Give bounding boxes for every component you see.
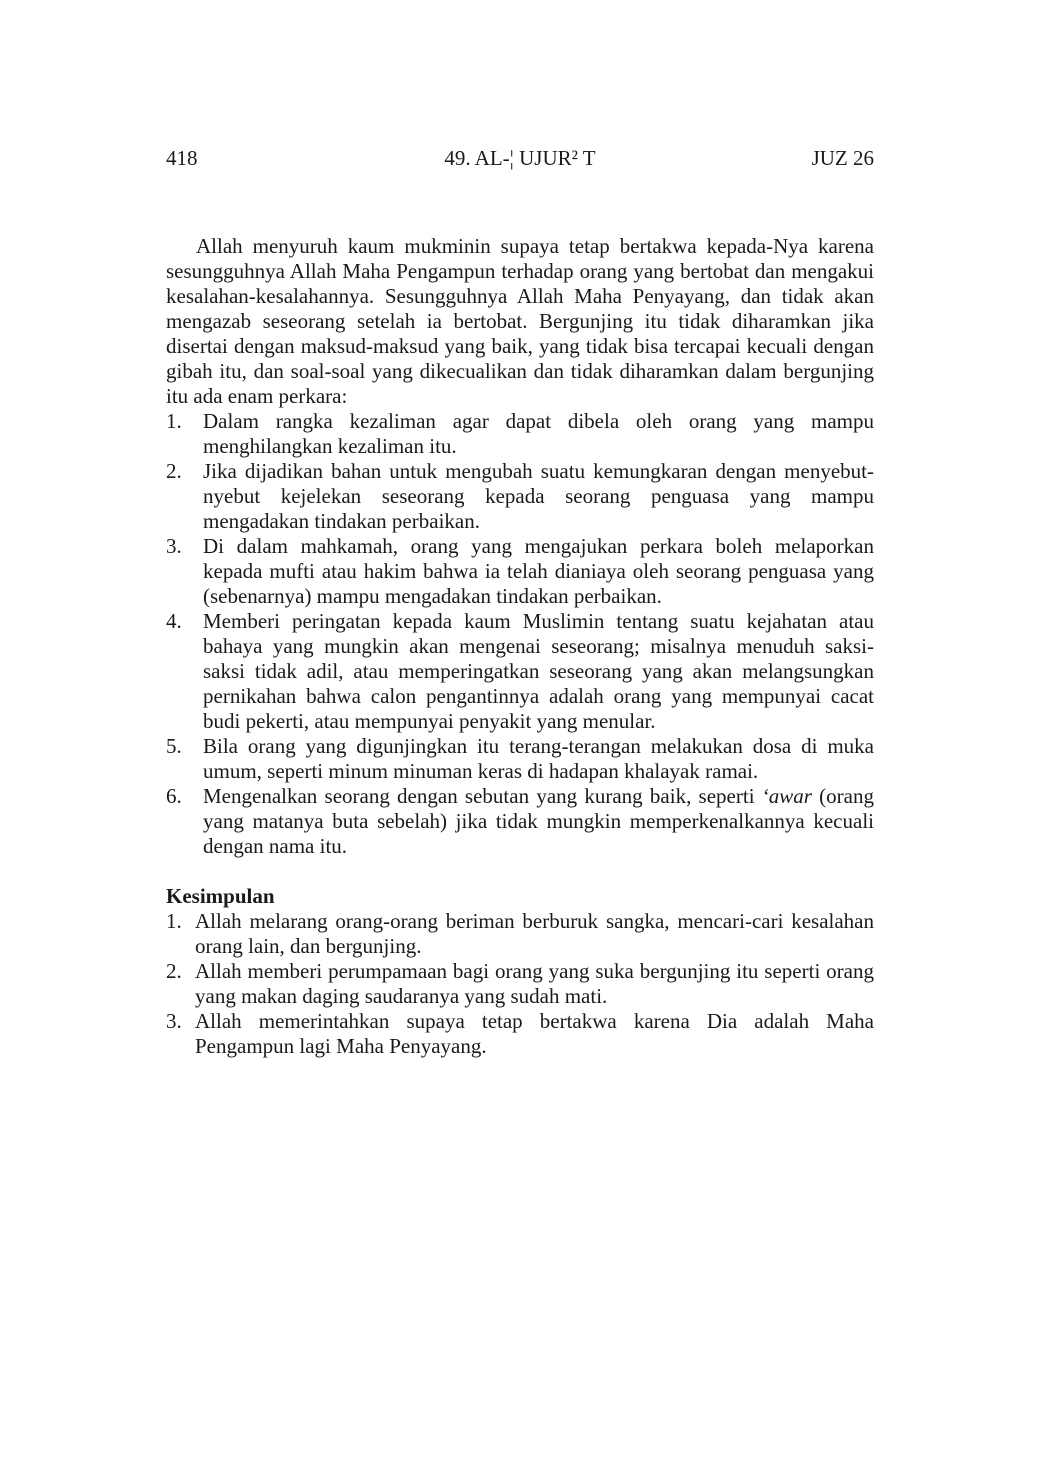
list-item — [166, 609, 874, 734]
item-number: 4. — [166, 609, 182, 633]
list-item — [166, 534, 874, 609]
page-header — [166, 146, 874, 176]
list-item — [166, 409, 874, 459]
item-text: Jika dijadikan bahan untuk mengubah suatu kemungkaran dengan menyebut-nyebut kejelekan seseorang kepada seorang penguasa yang mampu mengadakan tindakan perbaikan. — [203, 459, 874, 533]
item-text-before: Mengenalkan seorang dengan sebutan yang kurang baik, seperti — [203, 784, 762, 808]
item-text: Allah melarang orang-orang beriman berburuk sangka, mencari-cari kesalahan orang lain, dan bergunjing. — [195, 909, 874, 958]
item-number: 2. — [166, 959, 182, 983]
summary-heading: Kesimpulan — [166, 884, 275, 908]
list-item — [166, 459, 874, 534]
item-text: Dalam rangka kezaliman agar dapat dibela oleh orang yang mampu menghilangkan kezaliman itu. — [203, 409, 874, 458]
item-number: 5. — [166, 734, 182, 758]
summary-list — [166, 909, 874, 1059]
list-item — [166, 959, 874, 1009]
juz-label: JUZ 26 — [811, 146, 874, 170]
list-item — [166, 734, 874, 784]
exceptions-list — [166, 409, 874, 859]
item-number: 3. — [166, 534, 182, 558]
item-number: 1. — [166, 909, 182, 933]
chapter-title: 49. AL-¦ UJUR² T — [444, 146, 596, 170]
item-number: 1. — [166, 409, 182, 433]
list-item — [166, 909, 874, 959]
item-number: 3. — [166, 1009, 182, 1033]
item-text-after: (orang yang matanya buta sebelah) jika tidak mungkin memperkenalkannya kecuali dengan nama itu. — [203, 784, 874, 858]
item-text: Allah memerintahkan supaya tetap bertakwa karena Dia adalah Maha Pengampun lagi Maha Penyayang. — [195, 1009, 874, 1058]
page-body — [166, 234, 874, 1059]
item-text: Di dalam mahkamah, orang yang mengajukan perkara boleh melaporkan kepada mufti atau hakim bahwa ia telah dianiaya oleh seorang penguasa yang (sebenarnya) mampu mengadakan tindakan perbaikan. — [203, 534, 874, 608]
item-text: Memberi peringatan kepada kaum Muslimin tentang suatu kejahatan atau bahaya yang mungkin akan mengenai seseorang; misalnya menuduh saksi-saksi tidak adil, atau memperingatkan seseorang yang akan melangsungkan pernikahan bahwa calon pengantinnya adalah orang yang mempunyai cacat budi pekerti, atau mempunyai penyakit yang menular. — [203, 609, 874, 733]
item-text: Bila orang yang digunjingkan itu terang-terangan melakukan dosa di muka umum, seperti minum minuman keras di hadapan khalayak ramai. — [203, 734, 874, 783]
item-text: Allah memberi perumpamaan bagi orang yang suka bergunjing itu seperti orang yang makan daging saudaranya yang sudah mati. — [195, 959, 874, 1008]
intro-paragraph: Allah menyuruh kaum mukminin supaya tetap bertakwa kepada-Nya karena sesungguhnya Allah Maha Pengampun terhadap orang yang bertobat dan mengakui kesalahan-kesalahannya. Sesungguhnya Allah Maha Penyayang, dan tidak akan mengazab seseorang setelah ia bertobat. Bergunjing itu tidak diharamkan jika disertai dengan maksud-maksud yang baik, yang tidak bisa tercapai kecuali dengan gibah itu, dan soal-soal yang dikecualikan dan tidak diharamkan dalam bergunjing itu ada enam perkara: — [166, 234, 874, 408]
item-number: 6. — [166, 784, 182, 808]
list-item — [166, 784, 874, 859]
item-number: 2. — [166, 459, 182, 483]
page-number: 418 — [166, 146, 198, 170]
list-item — [166, 1009, 874, 1059]
item-italic-term: ‘awar — [761, 784, 812, 808]
